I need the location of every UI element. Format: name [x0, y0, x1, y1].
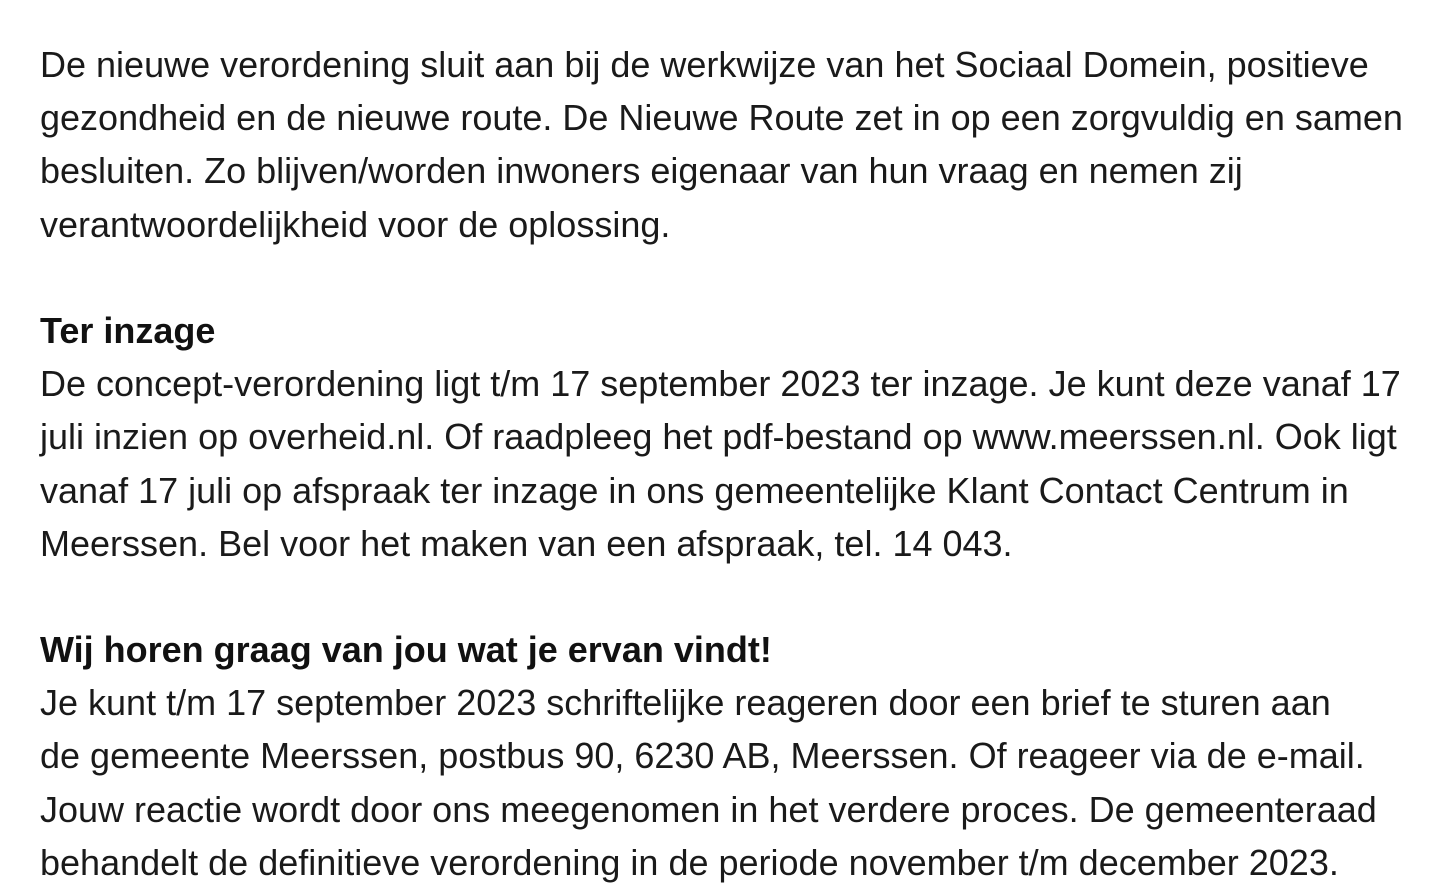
inzage-line: Meerssen. Bel voor het maken van een afspraak, tel. 14 043.	[40, 522, 1013, 564]
inzage-line: vanaf 17 juli op afspraak ter inzage in ons gemeentelijke Klant Contact Centrum in	[40, 469, 1349, 511]
inzage-heading: Ter inzage	[40, 309, 216, 351]
paragraph-spacer	[40, 570, 1440, 623]
paragraph-spacer	[40, 251, 1440, 304]
reactie-line: de gemeente Meerssen, postbus 90, 6230 AB, Meerssen. Of reageer via de e-mail.	[40, 735, 1365, 777]
reactie-line: behandelt de definitieve verordening in de periode november t/m december 2023.	[40, 841, 1339, 883]
intro-line: gezondheid en de nieuwe route. De Nieuwe Route zet in op een zorgvuldig en samen	[40, 97, 1403, 139]
inzage-section	[40, 304, 1440, 570]
reactie-line: Je kunt t/m 17 september 2023 schriftelijke reageren door een brief te sturen aan	[40, 682, 1331, 724]
reactie-heading: Wij horen graag van jou wat je ervan vindt!	[40, 629, 772, 671]
inzage-line: juli inzien op overheid.nl. Of raadpleeg het pdf-bestand op www.meerssen.nl. Ook ligt	[40, 416, 1397, 458]
intro-line: besluiten. Zo blijven/worden inwoners eigenaar van hun vraag en nemen zij	[40, 150, 1243, 192]
reactie-section	[40, 623, 1440, 889]
intro-line: verantwoordelijkheid voor de oplossing.	[40, 203, 671, 245]
inzage-line: De concept-verordening ligt t/m 17 september 2023 ter inzage. Je kunt deze vanaf 17	[40, 363, 1401, 405]
intro-line: De nieuwe verordening sluit aan bij de werkwijze van het Sociaal Domein, positieve	[40, 44, 1369, 85]
reactie-line: Jouw reactie wordt door ons meegenomen in het verdere proces. De gemeenteraad	[40, 788, 1377, 830]
document-body	[40, 38, 1440, 889]
intro-paragraph	[40, 38, 1440, 251]
